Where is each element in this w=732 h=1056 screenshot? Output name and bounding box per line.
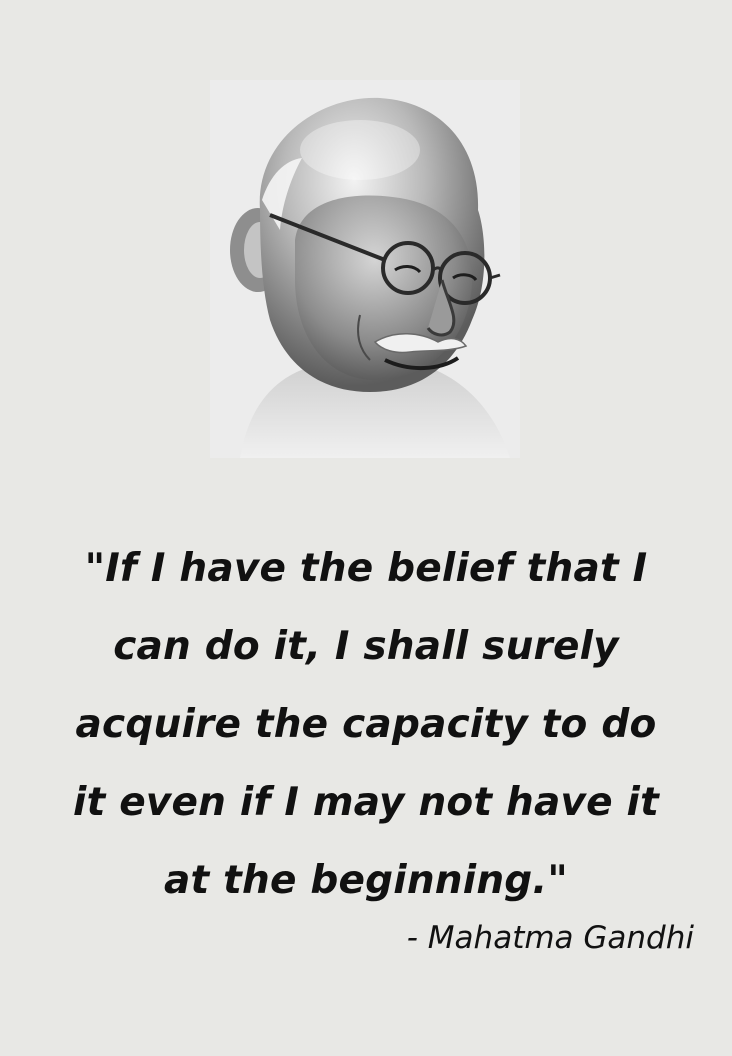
portrait-image xyxy=(210,80,520,458)
quote-line: it even if I may not have it xyxy=(73,780,659,825)
quote-text xyxy=(40,530,692,920)
quote-line: can do it, I shall surely xyxy=(113,624,619,669)
gandhi-portrait-illustration xyxy=(210,80,520,458)
quote-author: - Mahatma Gandhi xyxy=(406,920,694,956)
quote-line: acquire the capacity to do xyxy=(75,702,657,747)
quote-line: at the beginning." xyxy=(164,858,568,903)
quote-line: "If I have the belief that I xyxy=(84,546,648,591)
